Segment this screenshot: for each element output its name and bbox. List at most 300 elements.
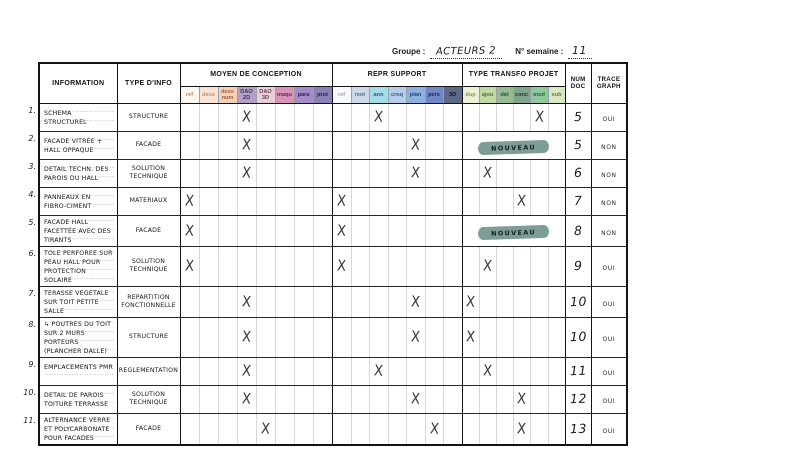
repr-cell-plan	[406, 357, 425, 385]
groupe-label: Groupe :	[392, 47, 426, 56]
transfo-cell-mod	[530, 246, 548, 286]
x-mark: X	[241, 362, 252, 381]
subcol-dess-num: dess num	[218, 86, 237, 103]
transfo-cell-mod	[530, 357, 548, 385]
repr-cell-ann	[369, 215, 388, 246]
moyen-cell-dao-3d	[256, 103, 275, 131]
repr-cell-mot	[351, 131, 369, 159]
transfo-cell-dét	[496, 413, 513, 444]
num-doc-value: 5	[573, 108, 583, 125]
repr-cell-plan	[406, 413, 425, 444]
num-doc-value: 10	[569, 328, 587, 345]
x-mark: X	[184, 192, 195, 211]
repr-cell-croq	[388, 246, 406, 286]
repr-cell-pers	[425, 413, 443, 444]
semaine-value: 11	[572, 43, 588, 58]
transfo-cell-mod	[530, 159, 548, 187]
moyen-cell-maqu	[275, 159, 294, 187]
repr-cell-croq	[388, 413, 406, 444]
information-text: FACADE HALL FACETTÉE AVEC DES TIRANTS	[44, 218, 115, 245]
moyen-cell-ref	[180, 286, 199, 317]
moyen-cell-dess-num	[218, 103, 237, 131]
information-text: PANNEAUX EN FIBRO-CIMENT	[44, 193, 115, 211]
table-row	[40, 357, 626, 385]
information-cell	[40, 286, 117, 317]
num-doc-cell	[565, 385, 591, 413]
transfo-cell-ajou	[479, 187, 496, 215]
x-mark: X	[516, 420, 527, 438]
moyen-cell-dao-2d	[237, 385, 256, 413]
row-number: 2.	[28, 134, 36, 143]
transfo-cell-ajou	[479, 413, 496, 444]
moyen-cell-dao-3d	[256, 159, 275, 187]
moyen-cell-maqu	[275, 215, 294, 246]
repr-cell-mot	[351, 187, 369, 215]
transfo-cell-ajou	[479, 317, 496, 357]
x-mark: X	[410, 293, 421, 311]
transfo-cell-mod	[530, 187, 548, 215]
moyen-cell-dao-3d	[256, 385, 275, 413]
transfo-nouveau-cell	[462, 215, 565, 246]
transfo-cell-sub	[548, 286, 565, 317]
trace-graph-value: OUI	[602, 336, 616, 343]
information-cell	[40, 103, 117, 131]
moyen-cell-para	[294, 103, 313, 131]
repr-cell-ann	[369, 317, 388, 357]
trace-graph-value: NON	[601, 200, 617, 207]
table-row	[40, 103, 626, 131]
x-mark: X	[241, 328, 252, 347]
trace-graph-cell	[591, 187, 626, 215]
subcol-plan: plan	[406, 86, 425, 103]
transfo-cell-dét	[496, 246, 513, 286]
sheet-meta-line	[392, 40, 592, 59]
subcol-mod: mod	[530, 86, 548, 103]
repr-cell-3d	[443, 159, 462, 187]
transfo-cell-dup	[462, 286, 479, 317]
num-doc-cell	[565, 215, 591, 246]
moyen-cell-ref	[180, 413, 199, 444]
transfo-cell-conc	[513, 187, 530, 215]
information-text: TOLE PERFOREE SUR PEAU HALL POUR PROTECTION SOLAIRE	[44, 249, 113, 284]
repr-cell-ref	[332, 215, 351, 246]
x-mark: X	[482, 257, 493, 276]
subcol-conc: conc	[513, 86, 530, 103]
transfo-cell-dét	[496, 317, 513, 357]
transfo-cell-conc	[513, 413, 530, 444]
moyen-cell-dao-2d	[237, 159, 256, 187]
num-doc-cell	[565, 286, 591, 317]
information-cell	[40, 159, 117, 187]
x-mark: X	[410, 136, 421, 155]
transfo-cell-sub	[548, 317, 565, 357]
repr-cell-ann	[369, 385, 388, 413]
col-header-trace-graph: TRACE GRAPH	[591, 64, 626, 103]
moyen-cell-para	[294, 317, 313, 357]
moyen-cell-dao-3d	[256, 187, 275, 215]
transfo-cell-dét	[496, 187, 513, 215]
row-number: 5.	[28, 218, 36, 227]
repr-cell-plan	[406, 159, 425, 187]
num-doc-value: 9	[573, 257, 583, 274]
nouveau-highlight: NOUVEAU	[478, 225, 549, 240]
row-number: 6.	[28, 249, 36, 258]
num-doc-cell	[565, 357, 591, 385]
trace-graph-cell	[591, 131, 626, 159]
subcol-pers: pers	[425, 86, 443, 103]
subcol-dup: dup	[462, 86, 479, 103]
moyen-cell-prot	[313, 187, 332, 215]
col-header-moyen-de-conception: MOYEN DE CONCEPTION	[180, 64, 332, 86]
information-cell	[40, 187, 117, 215]
information-matrix	[23, 62, 628, 446]
information-cell	[40, 413, 117, 444]
type-info-text: STRUCTURE	[128, 333, 169, 340]
row-number: 11.	[23, 416, 36, 425]
moyen-cell-para	[294, 187, 313, 215]
moyen-cell-para	[294, 357, 313, 385]
trace-graph-value: NON	[601, 229, 617, 237]
moyen-cell-dess-num	[218, 357, 237, 385]
moyen-cell-maqu	[275, 246, 294, 286]
x-mark: X	[373, 108, 384, 127]
moyen-cell-dao-2d	[237, 317, 256, 357]
repr-cell-plan	[406, 286, 425, 317]
type-info-cell	[117, 286, 180, 317]
num-doc-cell	[565, 317, 591, 357]
moyen-cell-dess	[199, 131, 218, 159]
repr-cell-pers	[425, 385, 443, 413]
type-info-text: SOLUTION TECHNIQUE	[129, 258, 168, 273]
x-mark: X	[336, 192, 347, 211]
repr-cell-plan	[406, 246, 425, 286]
moyen-cell-prot	[313, 413, 332, 444]
moyen-cell-dao-2d	[237, 215, 256, 246]
repr-cell-croq	[388, 317, 406, 357]
moyen-cell-prot	[313, 103, 332, 131]
table-row	[40, 413, 626, 444]
row-number: 8.	[28, 320, 36, 329]
moyen-cell-dess	[199, 385, 218, 413]
transfo-cell-sub	[548, 103, 565, 131]
moyen-cell-dao-2d	[237, 286, 256, 317]
x-mark: X	[241, 164, 252, 183]
semaine-field	[568, 40, 592, 59]
repr-cell-mot	[351, 246, 369, 286]
repr-cell-3d	[443, 413, 462, 444]
x-mark: X	[241, 293, 252, 311]
moyen-cell-ref	[180, 357, 199, 385]
x-mark: X	[482, 164, 493, 183]
x-mark: X	[336, 257, 347, 276]
subcol-prot: prot	[313, 86, 332, 103]
repr-cell-mot	[351, 413, 369, 444]
moyen-cell-ref	[180, 385, 199, 413]
moyen-cell-dess	[199, 103, 218, 131]
col-header-num-doc: NUM DOC	[565, 64, 591, 103]
transfo-cell-mod	[530, 286, 548, 317]
x-mark: X	[241, 390, 252, 409]
moyen-cell-dao-2d	[237, 246, 256, 286]
repr-cell-croq	[388, 187, 406, 215]
num-doc-cell	[565, 159, 591, 187]
type-info-cell	[117, 317, 180, 357]
transfo-cell-ajou	[479, 357, 496, 385]
information-cell	[40, 357, 117, 385]
transfo-cell-conc	[513, 357, 530, 385]
repr-cell-pers	[425, 131, 443, 159]
repr-cell-croq	[388, 357, 406, 385]
table-row	[40, 159, 626, 187]
moyen-cell-ref	[180, 103, 199, 131]
num-doc-value: 6	[573, 164, 583, 181]
num-doc-value: 13	[569, 420, 587, 436]
x-mark: X	[336, 222, 347, 240]
moyen-cell-para	[294, 385, 313, 413]
repr-cell-pers	[425, 103, 443, 131]
repr-cell-plan	[406, 317, 425, 357]
moyen-cell-ref	[180, 187, 199, 215]
repr-cell-ann	[369, 103, 388, 131]
transfo-cell-ajou	[479, 286, 496, 317]
repr-cell-pers	[425, 317, 443, 357]
repr-cell-ref	[332, 413, 351, 444]
transfo-cell-ajou	[479, 103, 496, 131]
col-header-type-info: TYPE D'INFO	[117, 64, 180, 103]
repr-cell-ref	[332, 159, 351, 187]
repr-cell-3d	[443, 215, 462, 246]
repr-cell-plan	[406, 131, 425, 159]
moyen-cell-maqu	[275, 187, 294, 215]
transfo-cell-mod	[530, 103, 548, 131]
table-row	[40, 215, 626, 246]
x-mark: X	[184, 222, 195, 240]
row-number: 4.	[28, 190, 36, 199]
table-row	[40, 385, 626, 413]
moyen-cell-dess	[199, 286, 218, 317]
moyen-cell-ref	[180, 215, 199, 246]
moyen-cell-dess-num	[218, 385, 237, 413]
repr-cell-pers	[425, 215, 443, 246]
transfo-cell-dup	[462, 317, 479, 357]
type-info-text: FACADE	[135, 141, 162, 148]
num-doc-value: 5	[573, 136, 583, 153]
repr-cell-pers	[425, 357, 443, 385]
transfo-cell-sub	[548, 187, 565, 215]
subcol-croq: croq	[388, 86, 406, 103]
moyen-cell-para	[294, 246, 313, 286]
type-info-cell	[117, 187, 180, 215]
type-info-cell	[117, 159, 180, 187]
subcol-mot: mot	[351, 86, 369, 103]
transfo-cell-conc	[513, 385, 530, 413]
moyen-cell-maqu	[275, 317, 294, 357]
moyen-cell-maqu	[275, 103, 294, 131]
moyen-cell-maqu	[275, 357, 294, 385]
moyen-cell-dao-2d	[237, 131, 256, 159]
information-cell	[40, 131, 117, 159]
trace-graph-value: OUI	[602, 300, 616, 308]
moyen-cell-dao-3d	[256, 413, 275, 444]
num-doc-value: 10	[569, 293, 587, 309]
repr-cell-3d	[443, 357, 462, 385]
repr-cell-ann	[369, 131, 388, 159]
col-header-information: INFORMATION	[40, 64, 117, 103]
moyen-cell-dess-num	[218, 131, 237, 159]
moyen-cell-para	[294, 159, 313, 187]
col-header-type-transfo-projet: TYPE TRANSFO PROJET	[462, 64, 565, 86]
repr-cell-pers	[425, 246, 443, 286]
subcol-3d: 3D	[443, 86, 462, 103]
transfo-cell-sub	[548, 385, 565, 413]
repr-cell-mot	[351, 385, 369, 413]
trace-graph-value: NON	[601, 144, 617, 151]
transfo-cell-conc	[513, 286, 530, 317]
header-row	[40, 64, 626, 86]
repr-cell-3d	[443, 131, 462, 159]
trace-graph-cell	[591, 286, 626, 317]
moyen-cell-dao-2d	[237, 357, 256, 385]
trace-graph-cell	[591, 413, 626, 444]
repr-cell-mot	[351, 286, 369, 317]
moyen-cell-dess	[199, 187, 218, 215]
transfo-cell-sub	[548, 413, 565, 444]
moyen-cell-ref	[180, 246, 199, 286]
moyen-cell-para	[294, 413, 313, 444]
num-doc-value: 11	[569, 362, 587, 379]
information-text: DETAIL DE PAROIS TOITURE TERRASSE	[44, 391, 115, 409]
table-row	[40, 131, 626, 159]
x-mark: X	[260, 420, 271, 438]
repr-cell-plan	[406, 215, 425, 246]
type-info-cell	[117, 246, 180, 286]
repr-cell-ann	[369, 286, 388, 317]
information-text: TERASSE VEGETALE SUR TOIT PETITE SALLE	[44, 289, 115, 316]
groupe-field	[430, 40, 502, 59]
moyen-cell-dess	[199, 246, 218, 286]
x-mark: X	[534, 108, 545, 127]
moyen-cell-prot	[313, 159, 332, 187]
repr-cell-pers	[425, 286, 443, 317]
transfo-cell-conc	[513, 103, 530, 131]
moyen-cell-dess-num	[218, 215, 237, 246]
row-number: 10.	[23, 388, 36, 397]
repr-cell-croq	[388, 159, 406, 187]
subcol-ann: ann	[369, 86, 388, 103]
x-mark: X	[184, 257, 195, 276]
repr-cell-3d	[443, 103, 462, 131]
repr-cell-3d	[443, 246, 462, 286]
x-mark: X	[516, 192, 527, 211]
moyen-cell-dao-3d	[256, 317, 275, 357]
repr-cell-croq	[388, 286, 406, 317]
moyen-cell-dao-3d	[256, 131, 275, 159]
transfo-cell-mod	[530, 413, 548, 444]
moyen-cell-maqu	[275, 286, 294, 317]
information-text: EMPLACEMENTS PMR	[44, 363, 115, 381]
transfo-cell-mod	[530, 385, 548, 413]
information-cell	[40, 246, 117, 286]
type-info-cell	[117, 215, 180, 246]
type-info-cell	[117, 103, 180, 131]
moyen-cell-para	[294, 286, 313, 317]
moyen-cell-prot	[313, 246, 332, 286]
subcol-ref: ref	[332, 86, 351, 103]
moyen-cell-dess-num	[218, 159, 237, 187]
moyen-cell-maqu	[275, 131, 294, 159]
transfo-cell-dup	[462, 357, 479, 385]
row-number: 9.	[28, 360, 36, 369]
x-mark: X	[241, 136, 252, 155]
repr-cell-pers	[425, 187, 443, 215]
transfo-cell-conc	[513, 246, 530, 286]
subcol-dao-3d: DAO 3D	[256, 86, 275, 103]
information-text: FACADE VITRÉE + HALL OPPAQUE	[44, 137, 115, 155]
repr-cell-ref	[332, 246, 351, 286]
table-row	[40, 317, 626, 357]
transfo-nouveau-cell	[462, 131, 565, 159]
num-doc-value: 12	[569, 390, 587, 407]
x-mark: X	[482, 362, 493, 381]
trace-graph-value: OUI	[602, 370, 616, 377]
moyen-cell-ref	[180, 159, 199, 187]
trace-graph-cell	[591, 159, 626, 187]
moyen-cell-dess	[199, 413, 218, 444]
moyen-cell-dess	[199, 159, 218, 187]
transfo-cell-dup	[462, 159, 479, 187]
moyen-cell-prot	[313, 317, 332, 357]
subcol-maqu: maqu	[275, 86, 294, 103]
repr-cell-croq	[388, 385, 406, 413]
transfo-cell-dup	[462, 246, 479, 286]
row-number: 3.	[28, 162, 36, 171]
x-mark: X	[410, 328, 421, 347]
num-doc-cell	[565, 103, 591, 131]
subcol-dess: dess	[199, 86, 218, 103]
type-info-text: STRUCTURE	[128, 113, 169, 120]
repr-cell-3d	[443, 317, 462, 357]
repr-cell-ref	[332, 385, 351, 413]
groupe-value: ACTEURS 2	[435, 45, 496, 58]
moyen-cell-dao-2d	[237, 187, 256, 215]
subcol-dao-2d: DAO 2D	[237, 86, 256, 103]
trace-graph-value: OUI	[602, 265, 616, 272]
moyen-cell-dao-3d	[256, 357, 275, 385]
num-doc-cell	[565, 131, 591, 159]
transfo-cell-dup	[462, 413, 479, 444]
x-mark: X	[410, 164, 421, 183]
repr-cell-ref	[332, 187, 351, 215]
repr-cell-3d	[443, 187, 462, 215]
transfo-cell-dup	[462, 385, 479, 413]
moyen-cell-dess	[199, 317, 218, 357]
repr-cell-pers	[425, 159, 443, 187]
moyen-cell-dao-2d	[237, 413, 256, 444]
x-mark: X	[465, 328, 476, 347]
subcol-para: para	[294, 86, 313, 103]
repr-cell-ref	[332, 357, 351, 385]
information-text: SCHEMA STRUCTUREL	[44, 109, 115, 127]
x-mark: X	[428, 420, 440, 438]
moyen-cell-para	[294, 131, 313, 159]
moyen-cell-prot	[313, 131, 332, 159]
repr-cell-ann	[369, 187, 388, 215]
moyen-cell-dao-3d	[256, 246, 275, 286]
transfo-cell-dét	[496, 159, 513, 187]
repr-cell-ref	[332, 103, 351, 131]
information-text: ↳ POUTRES DU TOIT SUR 2 MURS PORTEURS (PLANCHER DALLE)	[44, 320, 115, 356]
table-row	[40, 246, 626, 286]
